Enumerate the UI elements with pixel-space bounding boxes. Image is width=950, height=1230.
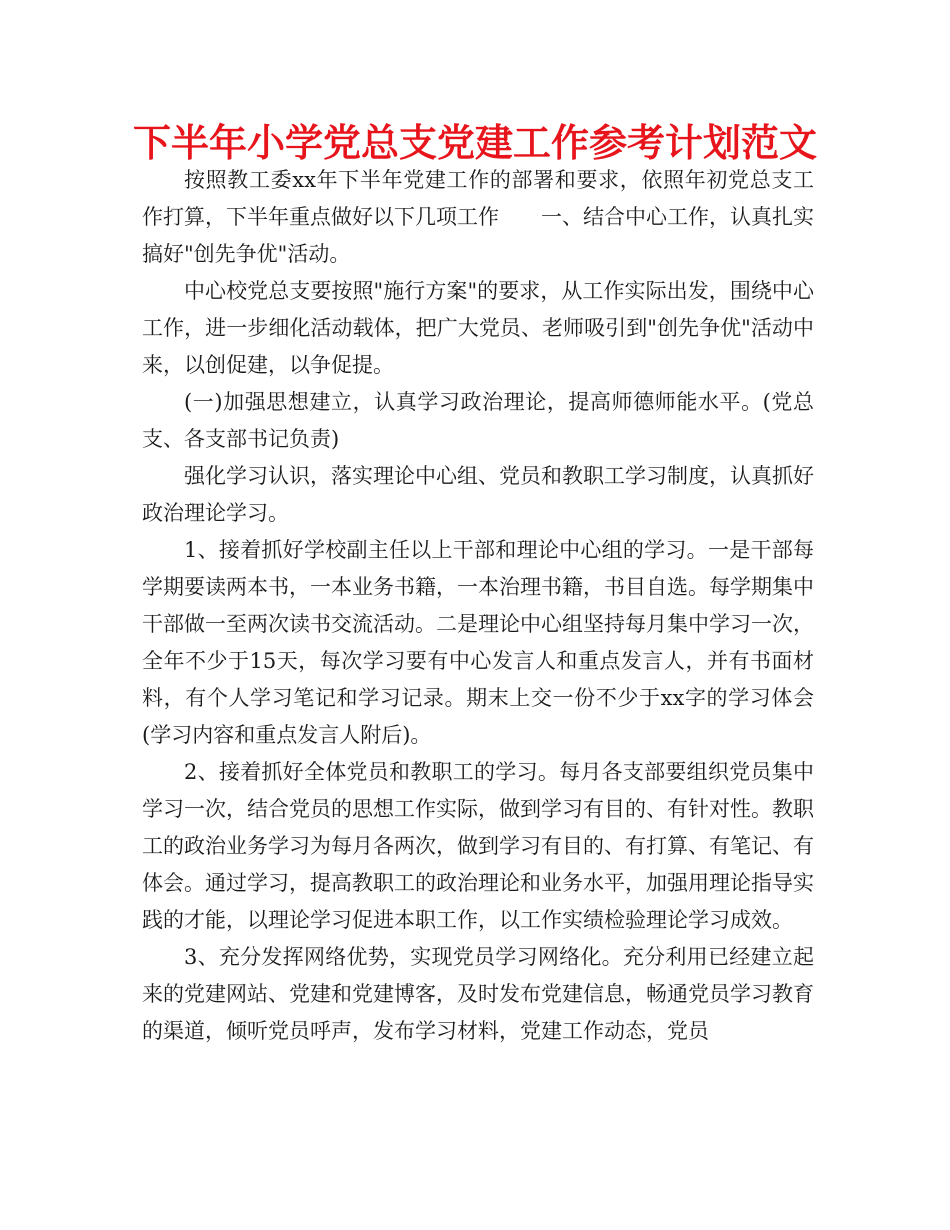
paragraph: 2、接着抓好全体党员和教职工的学习。每月各支部要组织党员集中学习一次，结合党员的思想工作实际，做到学习有目的、有针对性。教职工的政治业务学习为每月各两次，做到学习有目的、有打算、有笔记、有体会。通过学习，提高教职工的政治理论和业务水平，加强用理论指导实践的才能，以理论学习促进本职工作，以工作实绩检验理论学习成效。 (142, 760, 814, 932)
paragraph: 强化学习认识，落实理论中心组、党员和教职工学习制度，认真抓好政治理论学习。 (142, 464, 814, 525)
paragraph: 1、接着抓好学校副主任以上干部和理论中心组的学习。一是干部每学期要读两本书，一本业务书籍，一本治理书籍，书目自选。每学期集中干部做一至两次读书交流活动。二是理论中心组坚持每月集中学习一次，全年不少于15天，每次学习要有中心发言人和重点发言人，并有书面材料，有个人学习笔记和学习记录。期末上交一份不少于xx字的学习体会(学习内容和重点发言人附后)。 (142, 538, 814, 747)
paragraph: 按照教工委xx年下半年党建工作的部署和要求，依照年初党总支工作打算，下半年重点做好以下几项工作 一、结合中心工作，认真扎实搞好"创先争优"活动。 (142, 168, 814, 266)
paragraph: (一)加强思想建立，认真学习政治理论，提高师德师能水平。(党总支、各支部书记负责) (142, 390, 814, 451)
paragraph: 中心校党总支要按照"施行方案"的要求，从工作实际出发，围绕中心工作，进一步细化活动载体，把广大党员、老师吸引到"创先争优"活动中来，以创促建，以争促提。 (142, 279, 814, 377)
paragraph: 3、充分发挥网络优势，实现党员学习网络化。充分利用已经建立起来的党建网站、党建和党建博客，及时发布党建信息，畅通党员学习教育的渠道，倾听党员呼声，发布学习材料，党建工作动态，党员 (142, 945, 814, 1043)
document-title: 下半年小学党总支党建工作参考计划范文 (132, 121, 817, 165)
document-body (142, 162, 814, 1050)
